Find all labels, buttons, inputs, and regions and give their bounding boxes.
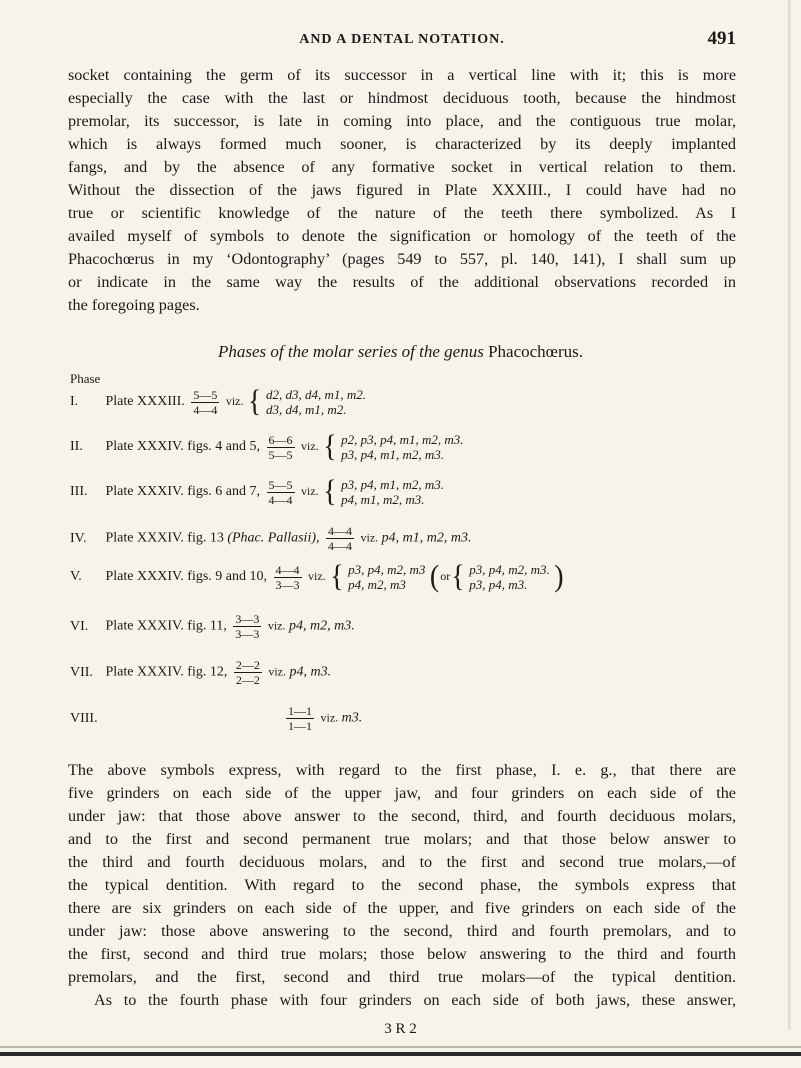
upper-teeth-alt: p3, p4, m2, m3. bbox=[469, 562, 550, 577]
plate-reference: Plate XXXIV. fig. 13 bbox=[105, 530, 224, 546]
paragraph-1 bbox=[68, 64, 736, 317]
tooth-list: p4, m3. bbox=[289, 664, 332, 680]
phase-number: VII. bbox=[70, 664, 93, 680]
viz-label: viz. bbox=[320, 710, 339, 725]
paragraph-2 bbox=[68, 759, 736, 1012]
text-line: or indicate in the same way the results of the additional observations recorded in bbox=[68, 273, 736, 291]
text-line: Without the dissection of the jaws figured in Plate XXXIII., I could have had no bbox=[68, 181, 736, 199]
tooth-list: p4, m1, m2, m3. bbox=[381, 530, 472, 546]
viz-label: viz. bbox=[225, 394, 244, 409]
viz-label: viz. bbox=[267, 618, 286, 633]
tooth-list bbox=[341, 432, 463, 462]
formula-lower: 5—5 bbox=[268, 447, 293, 462]
tooth-list-alt bbox=[469, 562, 550, 592]
plate-reference: Plate XXXIII. bbox=[105, 394, 185, 410]
viz-label: viz. bbox=[301, 439, 319, 454]
formula-upper: 1—1 bbox=[288, 704, 312, 718]
brace: { bbox=[247, 384, 262, 419]
text-line: premolars, and the first, second and third true molars—of the typical dentition. bbox=[68, 968, 736, 986]
phase-number: VI. bbox=[70, 618, 89, 634]
phase-row-1 bbox=[70, 384, 366, 419]
text-line: availed myself of symbols to denote the signification or homology of the teeth of the bbox=[68, 227, 736, 245]
phase-row-5 bbox=[70, 559, 565, 594]
page-number: 491 bbox=[707, 28, 736, 49]
tooth-list bbox=[348, 562, 425, 592]
running-title: AND A DENTAL NOTATION. bbox=[299, 32, 505, 47]
table-heading bbox=[0, 342, 801, 362]
dental-formula bbox=[267, 433, 295, 462]
formula-lower: 1—1 bbox=[288, 719, 312, 733]
brace: { bbox=[323, 429, 337, 464]
text-line: the third and fourth deciduous molars, and to the first and second true molars,—of bbox=[68, 853, 736, 871]
phase-column-label: Phase bbox=[70, 371, 101, 386]
text-line: Phacochœrus in my ‘Odontography’ (pages 549 to 557, pl. 140, 141), I shall sum up bbox=[68, 250, 736, 268]
dental-formula bbox=[267, 478, 295, 507]
text-line: socket containing the germ of its successor in a vertical line with it; this is more bbox=[68, 66, 736, 84]
running-header bbox=[68, 28, 736, 52]
dental-formula bbox=[233, 612, 261, 641]
paren-open: ( bbox=[429, 559, 440, 594]
tooth-list bbox=[341, 477, 444, 507]
phase-row-3 bbox=[70, 474, 445, 509]
dental-formula bbox=[286, 704, 314, 733]
brace: { bbox=[330, 559, 344, 594]
viz-label: viz. bbox=[308, 569, 326, 584]
phase-number: I. bbox=[70, 394, 79, 410]
tooth-list bbox=[266, 387, 366, 417]
formula-upper: 2—2 bbox=[235, 658, 260, 672]
page-bottom-band bbox=[0, 1052, 801, 1056]
phase-number: III. bbox=[70, 484, 88, 500]
text-line: premolar, its successor, is late in coming into place, and the contiguous true molar, bbox=[68, 112, 736, 130]
formula-lower: 4—4 bbox=[268, 492, 293, 507]
phase-row-4 bbox=[70, 524, 472, 553]
formula-upper: 4—4 bbox=[275, 562, 300, 577]
upper-teeth: p2, p3, p4, m1, m2, m3. bbox=[341, 432, 464, 447]
plate-reference: Plate XXXIV. figs. 4 and 5, bbox=[105, 439, 261, 455]
plate-reference: Plate XXXIV. fig. 11, bbox=[105, 618, 227, 634]
text-line: five grinders on each side of the upper jaw, and four grinders on each side of the bbox=[68, 784, 736, 802]
viz-label: viz. bbox=[301, 484, 319, 499]
phase-row-8 bbox=[70, 704, 362, 733]
text-line: especially the case with the last or hindmost deciduous tooth, because the hindmost bbox=[68, 89, 736, 107]
text-line: there are six grinders on each side of the upper, and five grinders on each side of the bbox=[68, 899, 736, 917]
lower-teeth-alt: p3, p4, m3. bbox=[469, 577, 528, 592]
formula-upper: 3—3 bbox=[235, 612, 260, 626]
plate-reference: Plate XXXIV. fig. 12, bbox=[105, 664, 228, 680]
lower-teeth: p4, m2, m3 bbox=[348, 577, 406, 592]
text-line: The above symbols express, with regard to the first phase, I. e. g., that there are bbox=[68, 761, 736, 779]
tooth-list: m3. bbox=[341, 710, 363, 726]
phase-number: II. bbox=[70, 439, 83, 455]
formula-lower: 3—3 bbox=[275, 577, 300, 592]
text-line: true or scientific knowledge of the nature of the teeth there symbolized. As I bbox=[68, 204, 736, 222]
text-line: the first, second and third true molars; those below answering to the third and fourth bbox=[68, 945, 736, 963]
text-line: the typical dentition. With regard to the second phase, the symbols express that bbox=[68, 876, 736, 894]
formula-lower: 4—4 bbox=[328, 539, 352, 553]
brace: { bbox=[451, 559, 465, 594]
upper-teeth: p3, p4, m2, m3 bbox=[348, 562, 426, 577]
text-line: and to the first and second permanent true molars; and that those below answer to bbox=[68, 830, 736, 848]
phase-number: IV. bbox=[70, 530, 87, 546]
formula-upper: 5—5 bbox=[268, 477, 293, 492]
lower-teeth: p3, p4, m1, m2, m3. bbox=[341, 447, 445, 462]
species-name: (Phac. Pallasii), bbox=[227, 530, 320, 546]
formula-upper: 4—4 bbox=[328, 524, 352, 538]
page-edge-shadow bbox=[788, 0, 792, 1030]
heading-italic: Phases of the molar series of the genus bbox=[218, 342, 484, 361]
formula-lower: 3—3 bbox=[235, 627, 260, 641]
text-line: the foregoing pages. bbox=[68, 296, 200, 314]
paren-close: ) bbox=[554, 559, 564, 594]
phase-row-7 bbox=[70, 658, 331, 687]
text-line: under jaw: that those above answer to the second, third, and fourth deciduous molars, bbox=[68, 807, 736, 825]
formula-upper: 5—5 bbox=[193, 387, 218, 402]
tooth-list: p4, m2, m3. bbox=[289, 618, 355, 634]
lower-teeth: d3, d4, m1, m2. bbox=[265, 402, 347, 417]
dental-formula bbox=[191, 388, 219, 417]
dental-formula bbox=[274, 563, 302, 592]
text-line: under jaw: those above answering to the second, third and fourth premolars, and to bbox=[68, 922, 736, 940]
phase-row-2 bbox=[70, 429, 464, 464]
formula-lower: 2—2 bbox=[235, 673, 260, 687]
phase-number: VIII. bbox=[70, 710, 98, 726]
plate-reference: Plate XXXIV. figs. 6 and 7, bbox=[105, 484, 261, 500]
dental-formula bbox=[326, 524, 354, 553]
dental-formula bbox=[234, 658, 262, 687]
text-line: which is always formed much sooner, is characterized by its deeply implanted bbox=[68, 135, 736, 153]
upper-teeth: d2, d3, d4, m1, m2. bbox=[265, 387, 366, 402]
page-bottom-edge bbox=[0, 1046, 801, 1048]
text-line: As to the fourth phase with four grinders on each side of both jaws, these answer, bbox=[94, 991, 736, 1009]
or-label: or bbox=[440, 569, 451, 584]
formula-lower: 4—4 bbox=[193, 402, 218, 417]
viz-label: viz. bbox=[360, 530, 379, 545]
upper-teeth: p3, p4, m1, m2, m3. bbox=[341, 477, 445, 492]
lower-teeth: p4, m1, m2, m3. bbox=[341, 492, 425, 507]
viz-label: viz. bbox=[268, 664, 287, 679]
formula-upper: 6—6 bbox=[268, 432, 293, 447]
phase-row-6 bbox=[70, 612, 355, 641]
phase-number: V. bbox=[70, 569, 82, 585]
printer-signature: 3 R 2 bbox=[384, 1021, 417, 1037]
text-line: fangs, and by the absence of any formative socket in vertical relation to them. bbox=[68, 158, 736, 176]
heading-genus: Phacochœrus. bbox=[488, 342, 583, 361]
brace: { bbox=[323, 474, 337, 509]
plate-reference: Plate XXXIV. figs. 9 and 10, bbox=[105, 569, 268, 585]
